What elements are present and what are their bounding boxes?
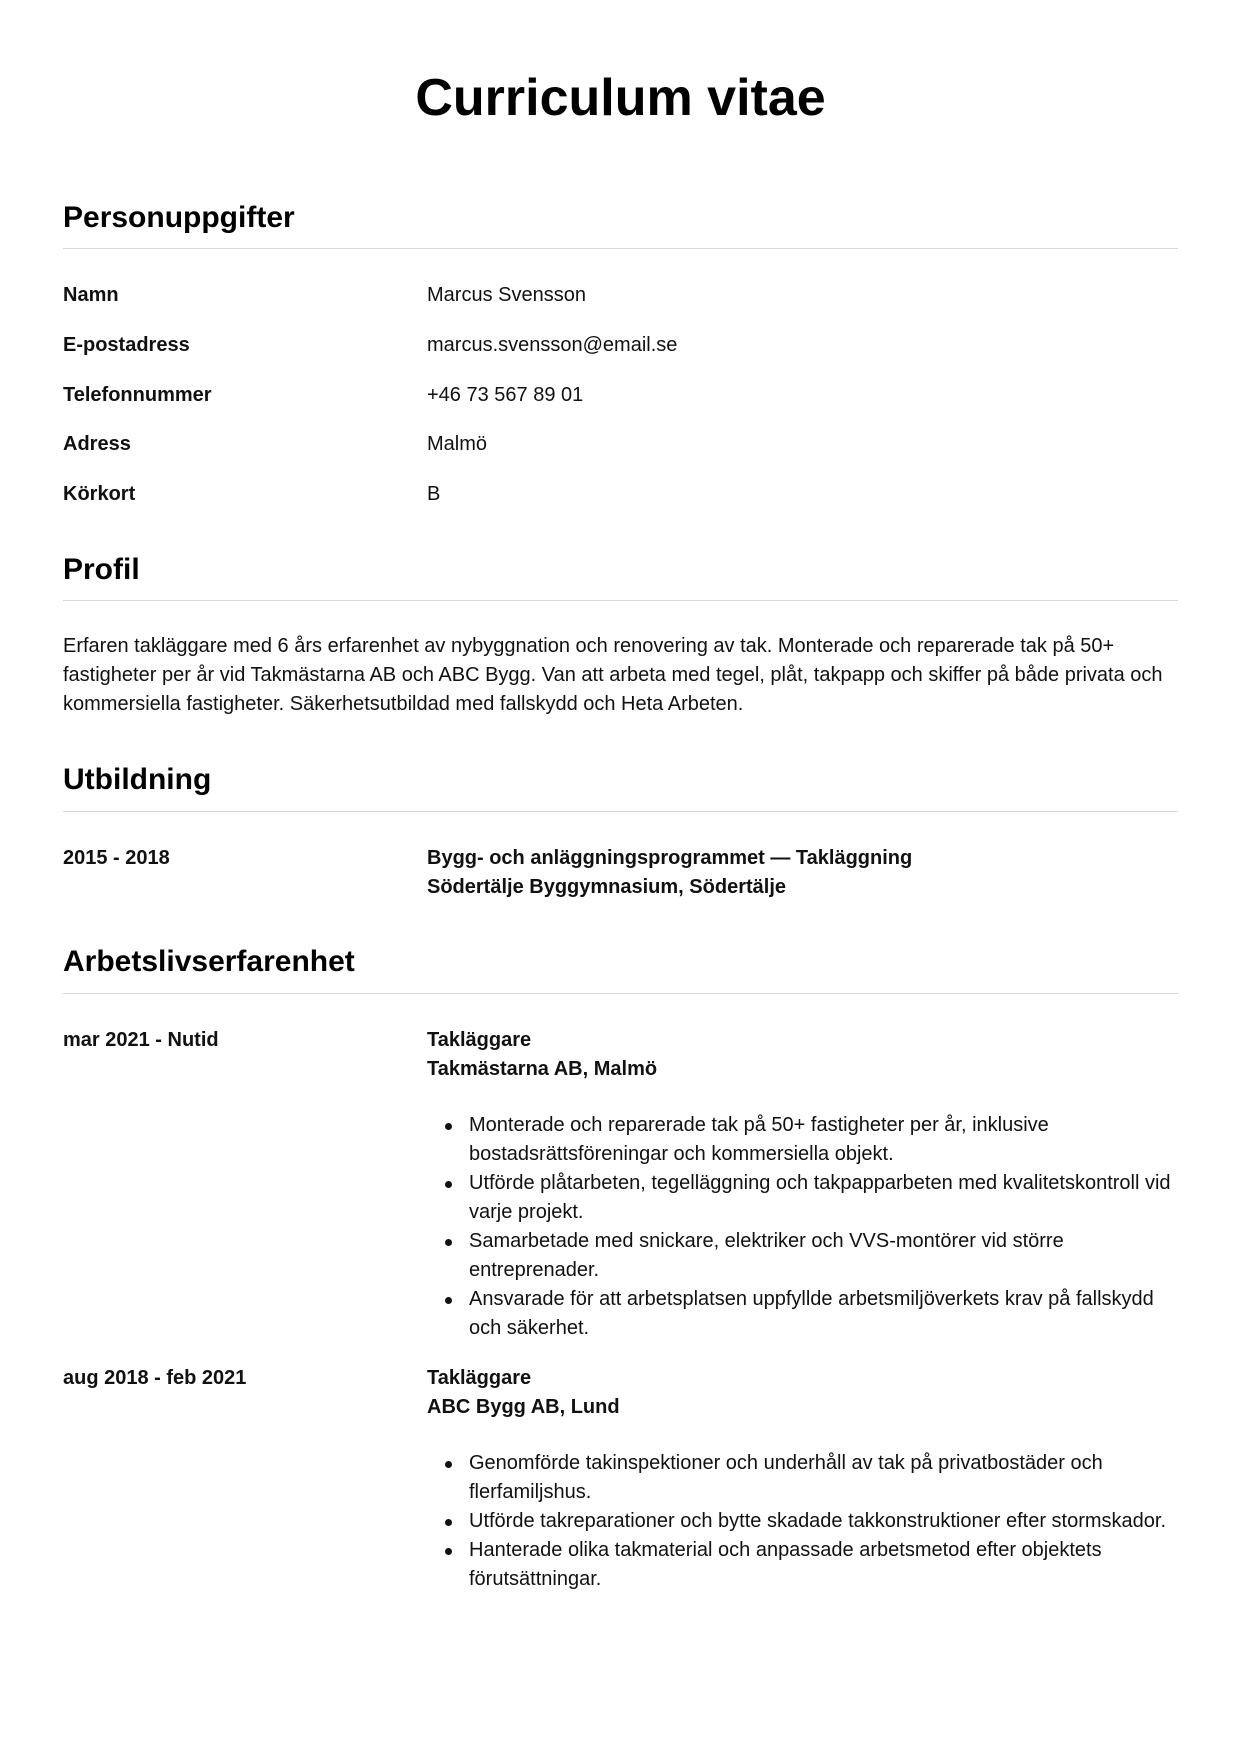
section-divider xyxy=(63,248,1178,249)
education-dates: 2015 - 2018 xyxy=(63,847,170,869)
label-phone: Telefonnummer xyxy=(63,384,212,406)
label-email: E-postadress xyxy=(63,334,190,356)
job-dates: mar 2021 - Nutid xyxy=(63,1029,219,1051)
job-duties-list xyxy=(427,1449,1187,1594)
section-heading-profile: Profil xyxy=(63,553,140,586)
value-license: B xyxy=(427,483,441,505)
job-duties-list xyxy=(427,1111,1187,1343)
bullet-icon xyxy=(445,1461,452,1468)
job-duty-item xyxy=(427,1285,1187,1343)
job-duty-text: Monterade och reparerade tak på 50+ fastigheter per år, inklusive bostadsrättsföreningar och kommersiella objekt. xyxy=(469,1114,1049,1165)
education-header xyxy=(427,844,912,902)
job-duty-text: Ansvarade för att arbetsplatsen uppfyllde arbetsmiljöverkets krav på fallskydd och säkerhet. xyxy=(469,1288,1154,1339)
document-title: Curriculum vitae xyxy=(415,69,826,127)
value-email: marcus.svensson@email.se xyxy=(427,334,678,356)
label-address: Adress xyxy=(63,433,131,455)
section-divider xyxy=(63,600,1178,601)
job-duty-text: Hanterade olika takmaterial och anpassade arbetsmetod efter objektets förutsättningar. xyxy=(469,1539,1102,1590)
section-divider xyxy=(63,993,1178,994)
section-heading-education: Utbildning xyxy=(63,763,212,796)
job-duty-item xyxy=(427,1169,1187,1227)
value-address: Malmö xyxy=(427,433,488,455)
value-name: Marcus Svensson xyxy=(427,284,586,306)
job-header xyxy=(427,1364,620,1422)
job-duty-item xyxy=(427,1536,1187,1594)
bullet-icon xyxy=(445,1519,452,1526)
job-duty-text: Utförde plåtarbeten, tegelläggning och takpapparbeten med kvalitetskontroll vid varje projekt. xyxy=(469,1172,1171,1223)
section-heading-experience: Arbetslivserfarenhet xyxy=(63,945,355,978)
section-divider xyxy=(63,811,1178,812)
job-duty-text: Utförde takreparationer och bytte skadade takkonstruktioner efter stormskador. xyxy=(469,1510,1167,1532)
job-title: Takläggare xyxy=(427,1029,532,1051)
bullet-icon xyxy=(445,1548,452,1555)
label-license: Körkort xyxy=(63,483,136,505)
bullet-icon xyxy=(445,1123,452,1130)
job-duty-text: Samarbetade med snickare, elektriker och VVS-montörer vid större entreprenader. xyxy=(469,1230,1064,1281)
profile-text: Erfaren takläggare med 6 års erfarenhet av nybyggnation och renovering av tak. Monterade och reparerade tak på 50+ fastigheter per år vid Takmästarna AB och ABC Bygg. Van att arbeta med tegel, plåt, takpapp och skiffer på både privata och kommersiella fastigheter. Säkerhetsutbildad med fallskydd och Heta Arbeten. xyxy=(63,635,1163,715)
job-employer: ABC Bygg AB, Lund xyxy=(427,1396,620,1418)
job-header xyxy=(427,1026,657,1084)
job-title: Takläggare xyxy=(427,1367,532,1389)
bullet-icon xyxy=(445,1297,452,1304)
job-employer: Takmästarna AB, Malmö xyxy=(427,1058,658,1080)
job-duty-item xyxy=(427,1227,1187,1285)
education-title: Bygg- och anläggningsprogrammet — Takläggning xyxy=(427,847,913,869)
section-heading-personal: Personuppgifter xyxy=(63,201,295,234)
bullet-icon xyxy=(445,1181,452,1188)
job-duty-item xyxy=(427,1111,1187,1169)
job-duty-text: Genomförde takinspektioner och underhåll av tak på privatbostäder och flerfamiljshus. xyxy=(469,1452,1103,1503)
value-phone: +46 73 567 89 01 xyxy=(427,384,584,406)
job-dates: aug 2018 - feb 2021 xyxy=(63,1367,247,1389)
job-duty-item xyxy=(427,1449,1187,1507)
bullet-icon xyxy=(445,1239,452,1246)
label-name: Namn xyxy=(63,284,119,306)
education-school: Södertälje Byggymnasium, Södertälje xyxy=(427,876,786,898)
job-duty-item xyxy=(427,1507,1187,1536)
